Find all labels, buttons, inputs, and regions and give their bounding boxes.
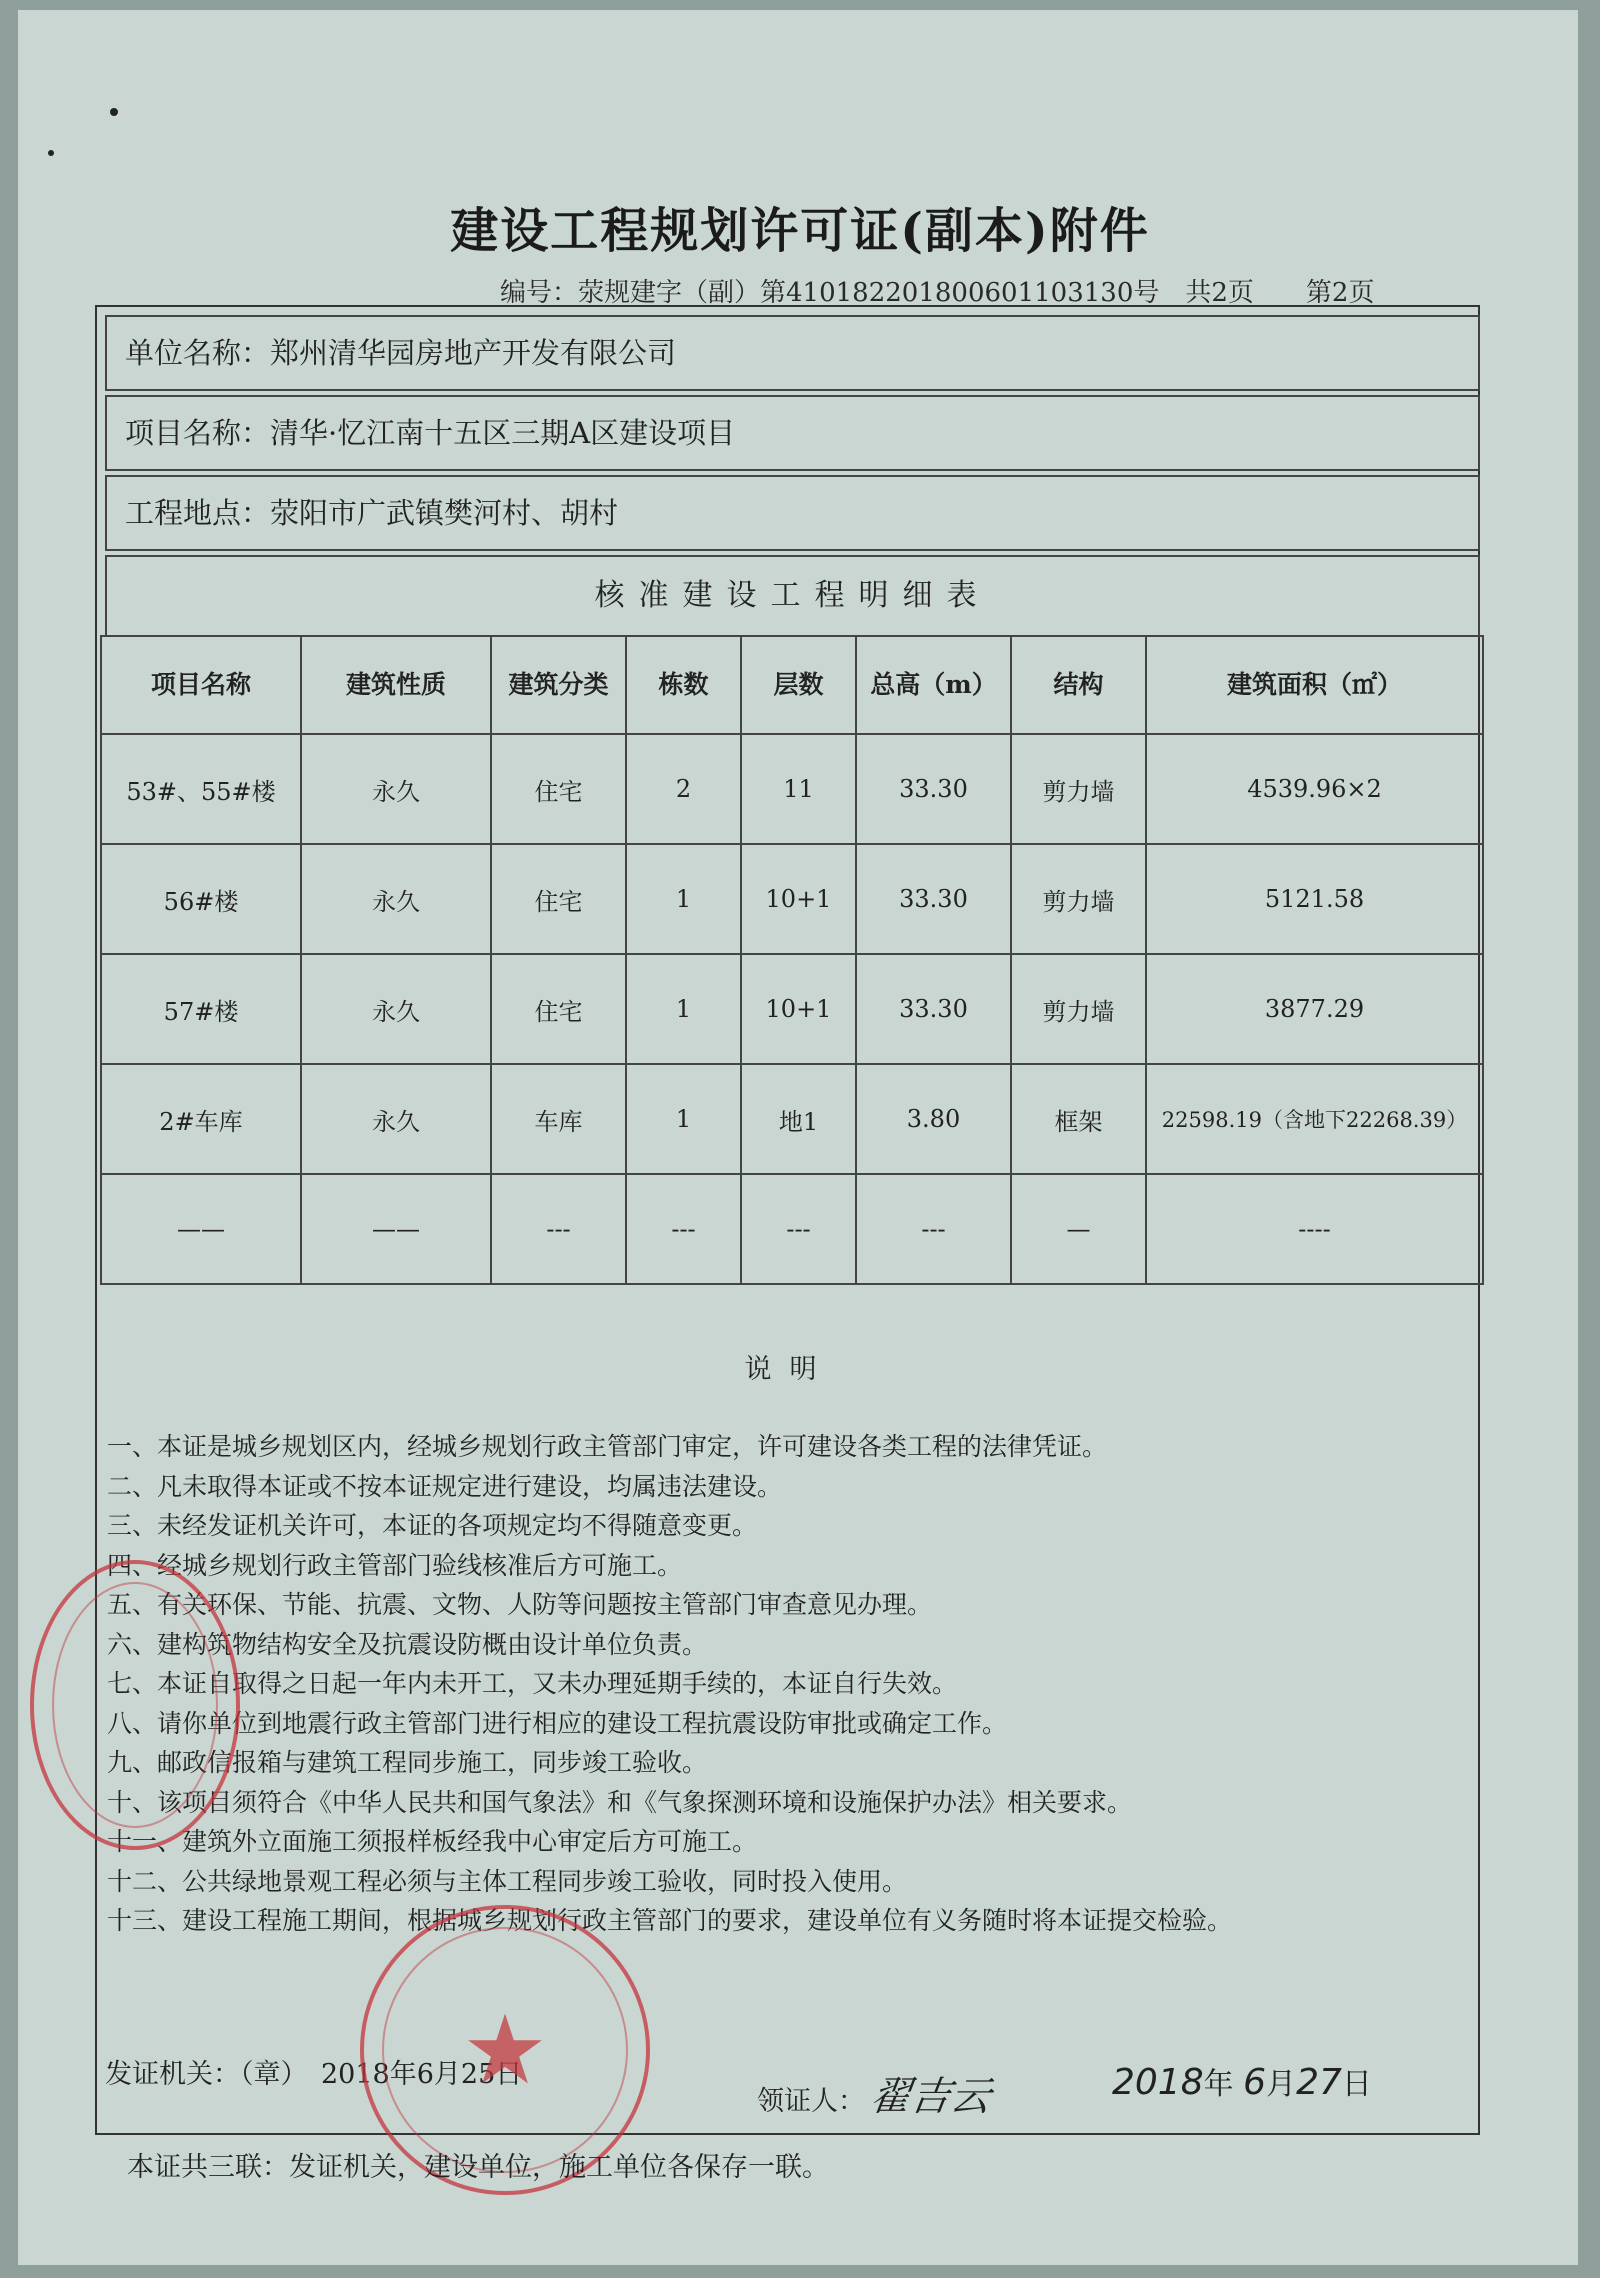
table-cell: 剪力墙 [1011, 954, 1146, 1064]
month-unit: 月 [1266, 2067, 1297, 2102]
table-row [101, 954, 1483, 1064]
column-header: 总高（m） [856, 636, 1011, 734]
document-number: 编号：荥规建字（副）第410182201800601103130号 共2页 第2页 [500, 278, 1375, 308]
receiver-line [757, 2065, 994, 2122]
table-cell: 57#楼 [101, 954, 301, 1064]
seal-inner-ring [52, 1582, 218, 1828]
table-cell: 22598.19（含地下22268.39） [1146, 1064, 1483, 1174]
table-cell: 剪力墙 [1011, 844, 1146, 954]
table-cell: 10+1 [741, 954, 856, 1064]
table-cell: 10+1 [741, 844, 856, 954]
table-cell: 33.30 [856, 734, 1011, 844]
construction-detail-table [100, 635, 1484, 1285]
note-item: 八、请你单位到地震行政主管部门进行相应的建设工程抗震设防审批或确定工作。 [107, 1708, 1008, 1738]
receive-date [1112, 2059, 1372, 2103]
note-item: 五、有关环保、节能、抗震、文物、人防等问题按主管部门审查意见办理。 [107, 1590, 933, 1619]
table-cell: — [1011, 1174, 1146, 1284]
receive-month: 6 [1243, 2062, 1267, 2103]
receive-day: 27 [1296, 2062, 1342, 2103]
receiver-label: 领证人： [757, 2086, 865, 2117]
table-cell: 2 [626, 734, 741, 844]
day-unit: 日 [1341, 2067, 1372, 2102]
table-cell: 2#车库 [101, 1064, 301, 1174]
ink-speck [110, 108, 118, 116]
table-cell: --- [856, 1174, 1011, 1284]
note-item: 七、本证自取得之日起一年内未开工，又未办理延期手续的，本证自行失效。 [107, 1669, 958, 1698]
column-header: 项目名称 [101, 636, 301, 734]
table-cell: 剪力墙 [1011, 734, 1146, 844]
seal-star-icon: ★ [461, 1994, 549, 2106]
table-title: 核准建设工程明细表 [105, 555, 1480, 637]
table-cell: 4539.96×2 [1146, 734, 1483, 844]
table-cell: 住宅 [491, 844, 626, 954]
table-cell: 1 [626, 844, 741, 954]
table-cell: 3.80 [856, 1064, 1011, 1174]
column-header: 栋数 [626, 636, 741, 734]
table-cell: 地1 [741, 1064, 856, 1174]
table-cell: —— [101, 1174, 301, 1284]
table-cell: --- [491, 1174, 626, 1284]
note-item: 四、经城乡规划行政主管部门验线核准后方可施工。 [107, 1550, 683, 1580]
note-item: 十、该项目须符合《中华人民共和国气象法》和《气象探测环境和设施保护办法》相关要求。 [107, 1787, 1133, 1817]
table-cell: 11 [741, 734, 856, 844]
table-cell: 1 [626, 954, 741, 1064]
column-header: 建筑面积（㎡） [1146, 636, 1483, 734]
table-cell: 33.30 [856, 844, 1011, 954]
table-cell: 56#楼 [101, 844, 301, 954]
table-cell: 3877.29 [1146, 954, 1483, 1064]
receive-year: 2018 [1112, 2062, 1204, 2103]
table-cell: 永久 [301, 734, 491, 844]
receiver-signature: 翟吉云 [867, 2074, 994, 2120]
notes-list [107, 1427, 1477, 1941]
table-cell: 永久 [301, 1064, 491, 1174]
table-cell: 住宅 [491, 734, 626, 844]
project-name-row: 项目名称：清华·忆江南十五区三期A区建设项目 [105, 395, 1480, 471]
official-seal-stamp [30, 1560, 240, 1850]
table-cell: 1 [626, 1064, 741, 1174]
column-header: 建筑性质 [301, 636, 491, 734]
note-item: 一、本证是城乡规划区内，经城乡规划行政主管部门审定，许可建设各类工程的法律凭证。 [107, 1432, 1108, 1461]
column-header: 建筑分类 [491, 636, 626, 734]
table-cell: 永久 [301, 954, 491, 1064]
note-item: 十二、公共绿地景观工程必须与主体工程同步竣工验收，同时投入使用。 [107, 1866, 908, 1896]
note-item: 二、凡未取得本证或不按本证规定进行建设，均属违法建设。 [107, 1471, 783, 1501]
column-header: 层数 [741, 636, 856, 734]
ink-speck [48, 150, 54, 156]
table-row [101, 734, 1483, 844]
table-cell: 住宅 [491, 954, 626, 1064]
document-title: 建设工程规划许可证(副本)附件 [450, 203, 1150, 259]
table-cell: 53#、55#楼 [101, 734, 301, 844]
note-item: 三、未经发证机关许可，本证的各项规定均不得随意变更。 [107, 1511, 758, 1540]
table-cell: ---- [1146, 1174, 1483, 1284]
project-site-row: 工程地点：荥阳市广武镇樊河村、胡村 [105, 475, 1480, 551]
form-frame [95, 305, 1480, 2135]
table-cell: --- [741, 1174, 856, 1284]
table-row [101, 1064, 1483, 1174]
column-header: 结构 [1011, 636, 1146, 734]
table-cell: 33.30 [856, 954, 1011, 1064]
table-header-row [101, 636, 1483, 734]
table-cell: --- [626, 1174, 741, 1284]
notes-title: 说明 [744, 1354, 835, 1385]
table-cell: 5121.58 [1146, 844, 1483, 954]
table-row [101, 1174, 1483, 1284]
table-row [101, 844, 1483, 954]
note-item: 九、邮政信报箱与建筑工程同步施工，同步竣工验收。 [107, 1748, 708, 1777]
issuing-authority-line: 发证机关：（章） 2018年6月25日 [105, 2059, 523, 2090]
table-cell: 框架 [1011, 1064, 1146, 1174]
footer-note: 本证共三联：发证机关，建设单位，施工单位各保存一联。 [127, 2152, 829, 2183]
table-cell: 车库 [491, 1064, 626, 1174]
note-item: 十一、建筑外立面施工须报样板经我中心审定后方可施工。 [107, 1827, 758, 1856]
table-cell: 永久 [301, 844, 491, 954]
note-item: 六、建构筑物结构安全及抗震设防概由设计单位负责。 [107, 1629, 708, 1659]
unit-name-row: 单位名称：郑州清华园房地产开发有限公司 [105, 315, 1480, 391]
note-item: 十三、建设工程施工期间，根据城乡规划行政主管部门的要求，建设单位有义务随时将本证提交检验。 [107, 1906, 1233, 1935]
table-cell: —— [301, 1174, 491, 1284]
year-unit: 年 [1203, 2067, 1234, 2102]
